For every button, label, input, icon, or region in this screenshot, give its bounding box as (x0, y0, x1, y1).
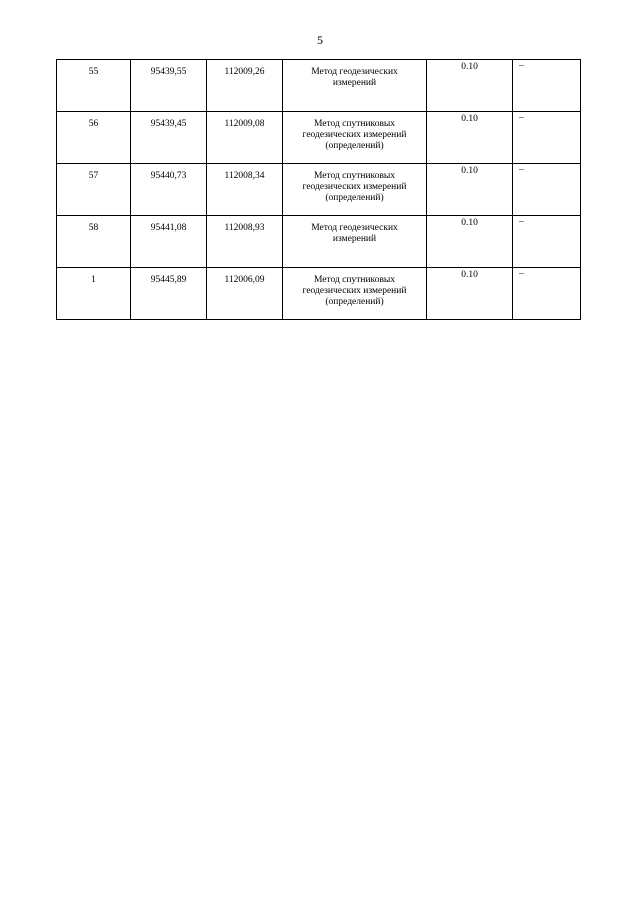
y-coordinate-cell: 112008,93 (207, 216, 283, 268)
method-cell: Метод спутниковых геодезических измерений (определений) (283, 112, 427, 164)
y-coordinate-cell: 112008,34 (207, 164, 283, 216)
method-cell: Метод спутниковых геодезических измерений (определений) (283, 268, 427, 320)
point-number-cell: 58 (57, 216, 131, 268)
accuracy-cell: 0.10 (427, 216, 513, 268)
table-row (57, 216, 581, 268)
y-coordinate-cell: 112009,26 (207, 60, 283, 112)
table-row (57, 164, 581, 216)
point-number-cell: 57 (57, 164, 131, 216)
x-coordinate-cell: 95439,55 (131, 60, 207, 112)
table-row (57, 268, 581, 320)
description-cell: – (513, 216, 581, 268)
x-coordinate-cell: 95439,45 (131, 112, 207, 164)
x-coordinate-cell: 95441,08 (131, 216, 207, 268)
page-number: 5 (317, 33, 323, 47)
method-cell: Метод геодезических измерений (283, 60, 427, 112)
description-cell: – (513, 60, 581, 112)
x-coordinate-cell: 95445,89 (131, 268, 207, 320)
table-row (57, 60, 581, 112)
point-number-cell: 55 (57, 60, 131, 112)
y-coordinate-cell: 112009,08 (207, 112, 283, 164)
description-cell: – (513, 112, 581, 164)
accuracy-cell: 0.10 (427, 112, 513, 164)
point-number-cell: 56 (57, 112, 131, 164)
y-coordinate-cell: 112006,09 (207, 268, 283, 320)
table-row (57, 112, 581, 164)
method-cell: Метод спутниковых геодезических измерений (определений) (283, 164, 427, 216)
accuracy-cell: 0.10 (427, 164, 513, 216)
point-number-cell: 1 (57, 268, 131, 320)
method-cell: Метод геодезических измерений (283, 216, 427, 268)
accuracy-cell: 0.10 (427, 60, 513, 112)
accuracy-cell: 0.10 (427, 268, 513, 320)
x-coordinate-cell: 95440,73 (131, 164, 207, 216)
description-cell: – (513, 268, 581, 320)
coordinates-table (56, 59, 581, 320)
description-cell: – (513, 164, 581, 216)
